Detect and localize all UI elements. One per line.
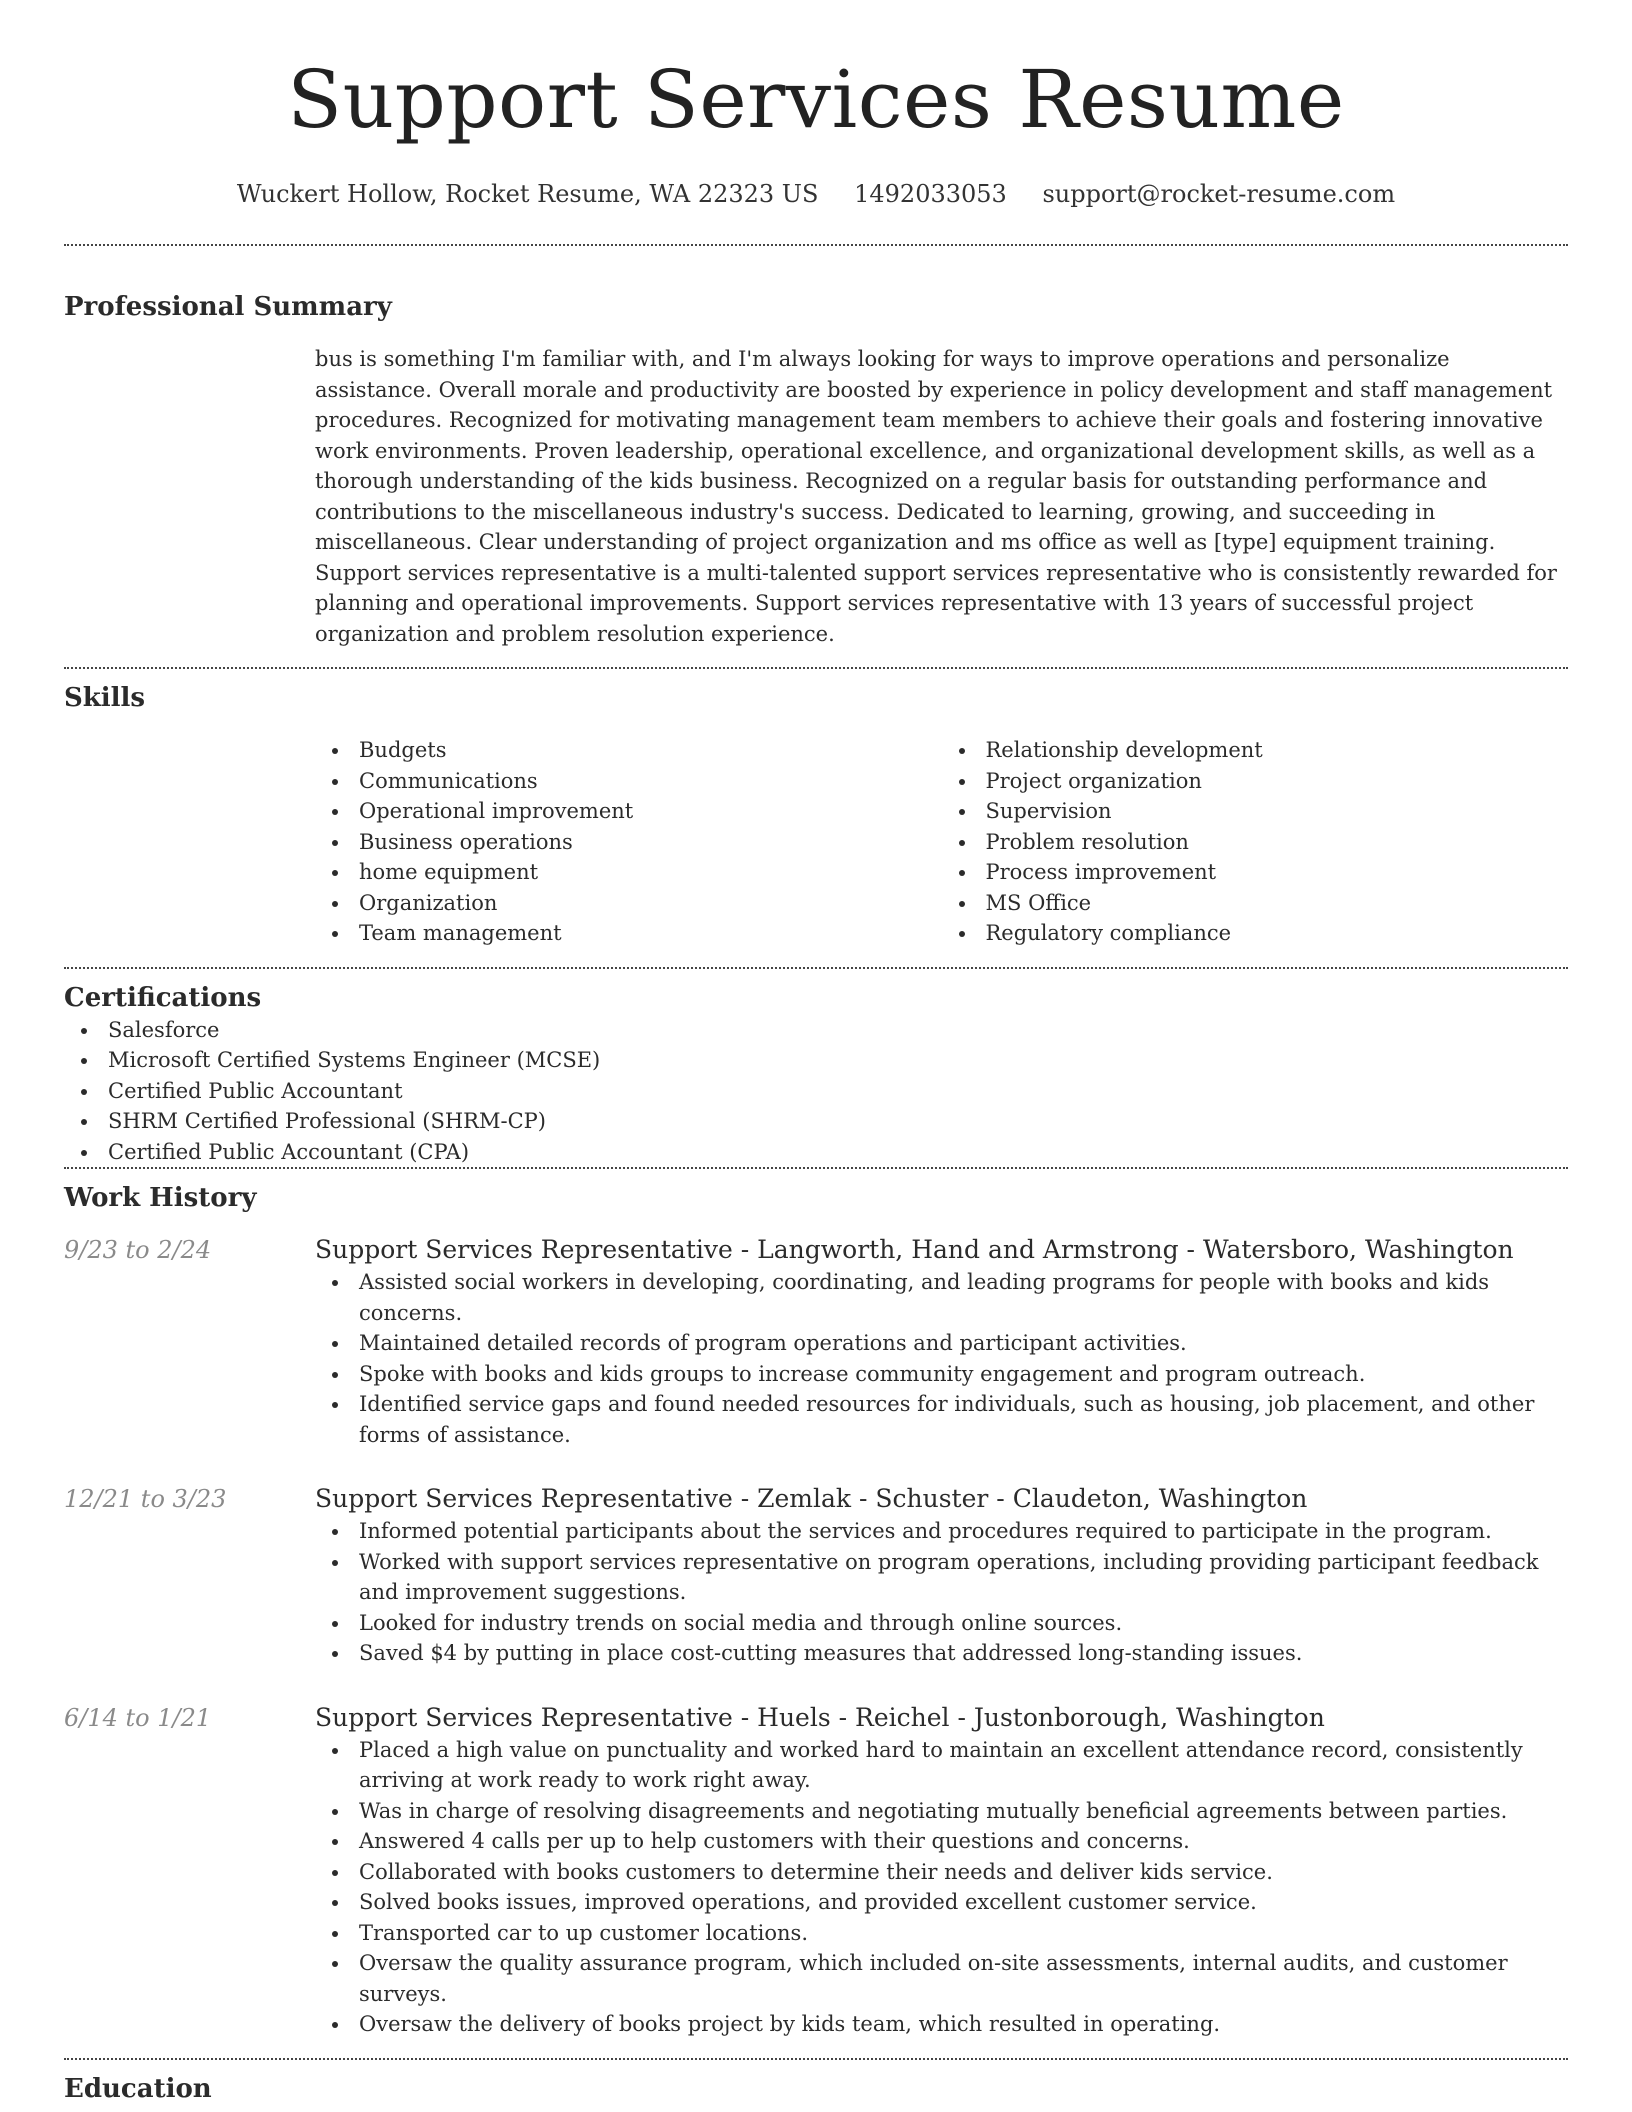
skills-list-left bbox=[315, 735, 942, 949]
job-duty: Informed potential participants about the services and procedures required to participate in the program. bbox=[359, 1516, 1568, 1547]
job-duty: Oversaw the delivery of books project by kids team, which resulted in operating. bbox=[359, 2009, 1568, 2040]
resume-title: Support Services Resume bbox=[287, 53, 1345, 146]
skill-item: Business operations bbox=[359, 827, 942, 858]
job-heading: Support Services Representative - Zemlak - Schuster - Claudeton, Washington bbox=[315, 1484, 1308, 1513]
job-duties-list bbox=[315, 1735, 1568, 2040]
certification-item: Certified Public Accountant (CPA) bbox=[108, 1137, 1568, 1168]
certifications-list bbox=[64, 1015, 1568, 1168]
job-duty: Assisted social workers in developing, coordinating, and leading programs for people with books and kids concerns. bbox=[359, 1267, 1568, 1328]
skill-item: Operational improvement bbox=[359, 796, 942, 827]
contact-email: support@rocket-resume.com bbox=[1042, 180, 1396, 208]
skills-list-right bbox=[942, 735, 1569, 949]
skill-item: Project organization bbox=[986, 766, 1569, 797]
section-title-work-history: Work History bbox=[64, 1183, 257, 1213]
job-duty: Worked with support services representative on program operations, including providing participant feedback and improvement suggestions. bbox=[359, 1547, 1568, 1608]
section-divider bbox=[64, 667, 1568, 669]
contact-address: Wuckert Hollow, Rocket Resume, WA 22323 US bbox=[236, 180, 819, 208]
job-entry bbox=[64, 1701, 1568, 2040]
job-entry bbox=[64, 1482, 1568, 1669]
skills-grid bbox=[315, 735, 1568, 949]
certification-item: Salesforce bbox=[108, 1015, 1568, 1046]
skill-item: home equipment bbox=[359, 857, 942, 888]
job-duty: Saved $4 by putting in place cost-cutting measures that addressed long-standing issues. bbox=[359, 1638, 1568, 1669]
job-heading: Support Services Representative - Langworth, Hand and Armstrong - Watersboro, Washington bbox=[315, 1235, 1514, 1264]
job-duty: Identified service gaps and found needed resources for individuals, such as housing, job placement, and other forms of assistance. bbox=[359, 1389, 1568, 1450]
section-title-certifications: Certifications bbox=[64, 982, 262, 1013]
section-divider bbox=[64, 244, 1568, 246]
skill-item: Regulatory compliance bbox=[986, 918, 1569, 949]
job-details bbox=[315, 1482, 1568, 1669]
job-duty: Spoke with books and kids groups to increase community engagement and program outreach. bbox=[359, 1359, 1568, 1390]
section-divider bbox=[64, 2058, 1568, 2060]
skill-item: Relationship development bbox=[986, 735, 1569, 766]
job-duties-list bbox=[315, 1516, 1568, 1669]
skill-item: Team management bbox=[359, 918, 942, 949]
section-title-skills: Skills bbox=[64, 683, 146, 713]
section-divider bbox=[64, 967, 1568, 969]
job-heading: Support Services Representative - Huels - Reichel - Justonborough, Washington bbox=[315, 1702, 1325, 1732]
job-entry bbox=[64, 1233, 1568, 1450]
job-duty: Answered 4 calls per up to help customers with their questions and concerns. bbox=[359, 1826, 1568, 1857]
contact-line bbox=[64, 178, 1568, 210]
skill-item: MS Office bbox=[986, 888, 1569, 919]
job-duty: Placed a high value on punctuality and worked hard to maintain an excellent attendance record, consistently arriving at work ready to work right away. bbox=[359, 1735, 1568, 1796]
job-dates: 12/21 to 3/23 bbox=[64, 1485, 227, 1513]
skill-item: Process improvement bbox=[986, 857, 1569, 888]
job-dates: 6/14 to 1/21 bbox=[64, 1703, 212, 1732]
certification-item: Microsoft Certified Systems Engineer (MCSE) bbox=[108, 1045, 1568, 1076]
job-dates: 9/23 to 2/24 bbox=[64, 1236, 212, 1264]
job-duty: Transported car to up customer locations. bbox=[359, 1918, 1568, 1949]
skill-item: Supervision bbox=[986, 796, 1569, 827]
summary-text: bus is something I'm familiar with, and I'm always looking for ways to improve operations and personalize assistance. Overall morale and productivity are boosted by experience in policy development and staff management procedures. Recognized for motivating management team members to achieve their goals and fostering innovative work environments. Proven leadership, operational excellence, and organizational development skills, as well as a thorough understanding of the kids business. Recognized on a regular basis for outstanding performance and contributions to the miscellaneous industry's success. Dedicated to learning, growing, and succeeding in miscellaneous. Clear understanding of project organization and ms office as well as [type] equipment training. Support services representative is a multi-talented support services representative who is consistently rewarded for planning and operational improvements. Support services representative with 13 years of successful project organization and problem resolution experience. bbox=[315, 347, 1557, 646]
job-duty: Was in charge of resolving disagreements and negotiating mutually beneficial agreements between parties. bbox=[359, 1796, 1568, 1827]
job-duty: Looked for industry trends on social media and through online sources. bbox=[359, 1608, 1568, 1639]
contact-phone: 1492033053 bbox=[854, 180, 1007, 208]
job-duty: Maintained detailed records of program operations and participant activities. bbox=[359, 1328, 1568, 1359]
certification-item: SHRM Certified Professional (SHRM-CP) bbox=[108, 1106, 1568, 1137]
job-duty: Oversaw the quality assurance program, which included on-site assessments, internal audits, and customer surveys. bbox=[359, 1948, 1568, 2009]
job-details bbox=[315, 1701, 1568, 2040]
job-duties-list bbox=[315, 1267, 1568, 1450]
section-title-education: Education bbox=[64, 2073, 212, 2104]
job-details bbox=[315, 1233, 1568, 1450]
section-title-summary: Professional Summary bbox=[64, 292, 392, 322]
certification-item: Certified Public Accountant bbox=[108, 1076, 1568, 1107]
job-duty: Collaborated with books customers to determine their needs and deliver kids service. bbox=[359, 1857, 1568, 1888]
job-duty: Solved books issues, improved operations, and provided excellent customer service. bbox=[359, 1887, 1568, 1918]
work-history-spacer bbox=[64, 2040, 1568, 2058]
skill-item: Problem resolution bbox=[986, 827, 1569, 858]
section-divider bbox=[64, 1167, 1568, 1169]
skill-item: Organization bbox=[359, 888, 942, 919]
skill-item: Budgets bbox=[359, 735, 942, 766]
skill-item: Communications bbox=[359, 766, 942, 797]
